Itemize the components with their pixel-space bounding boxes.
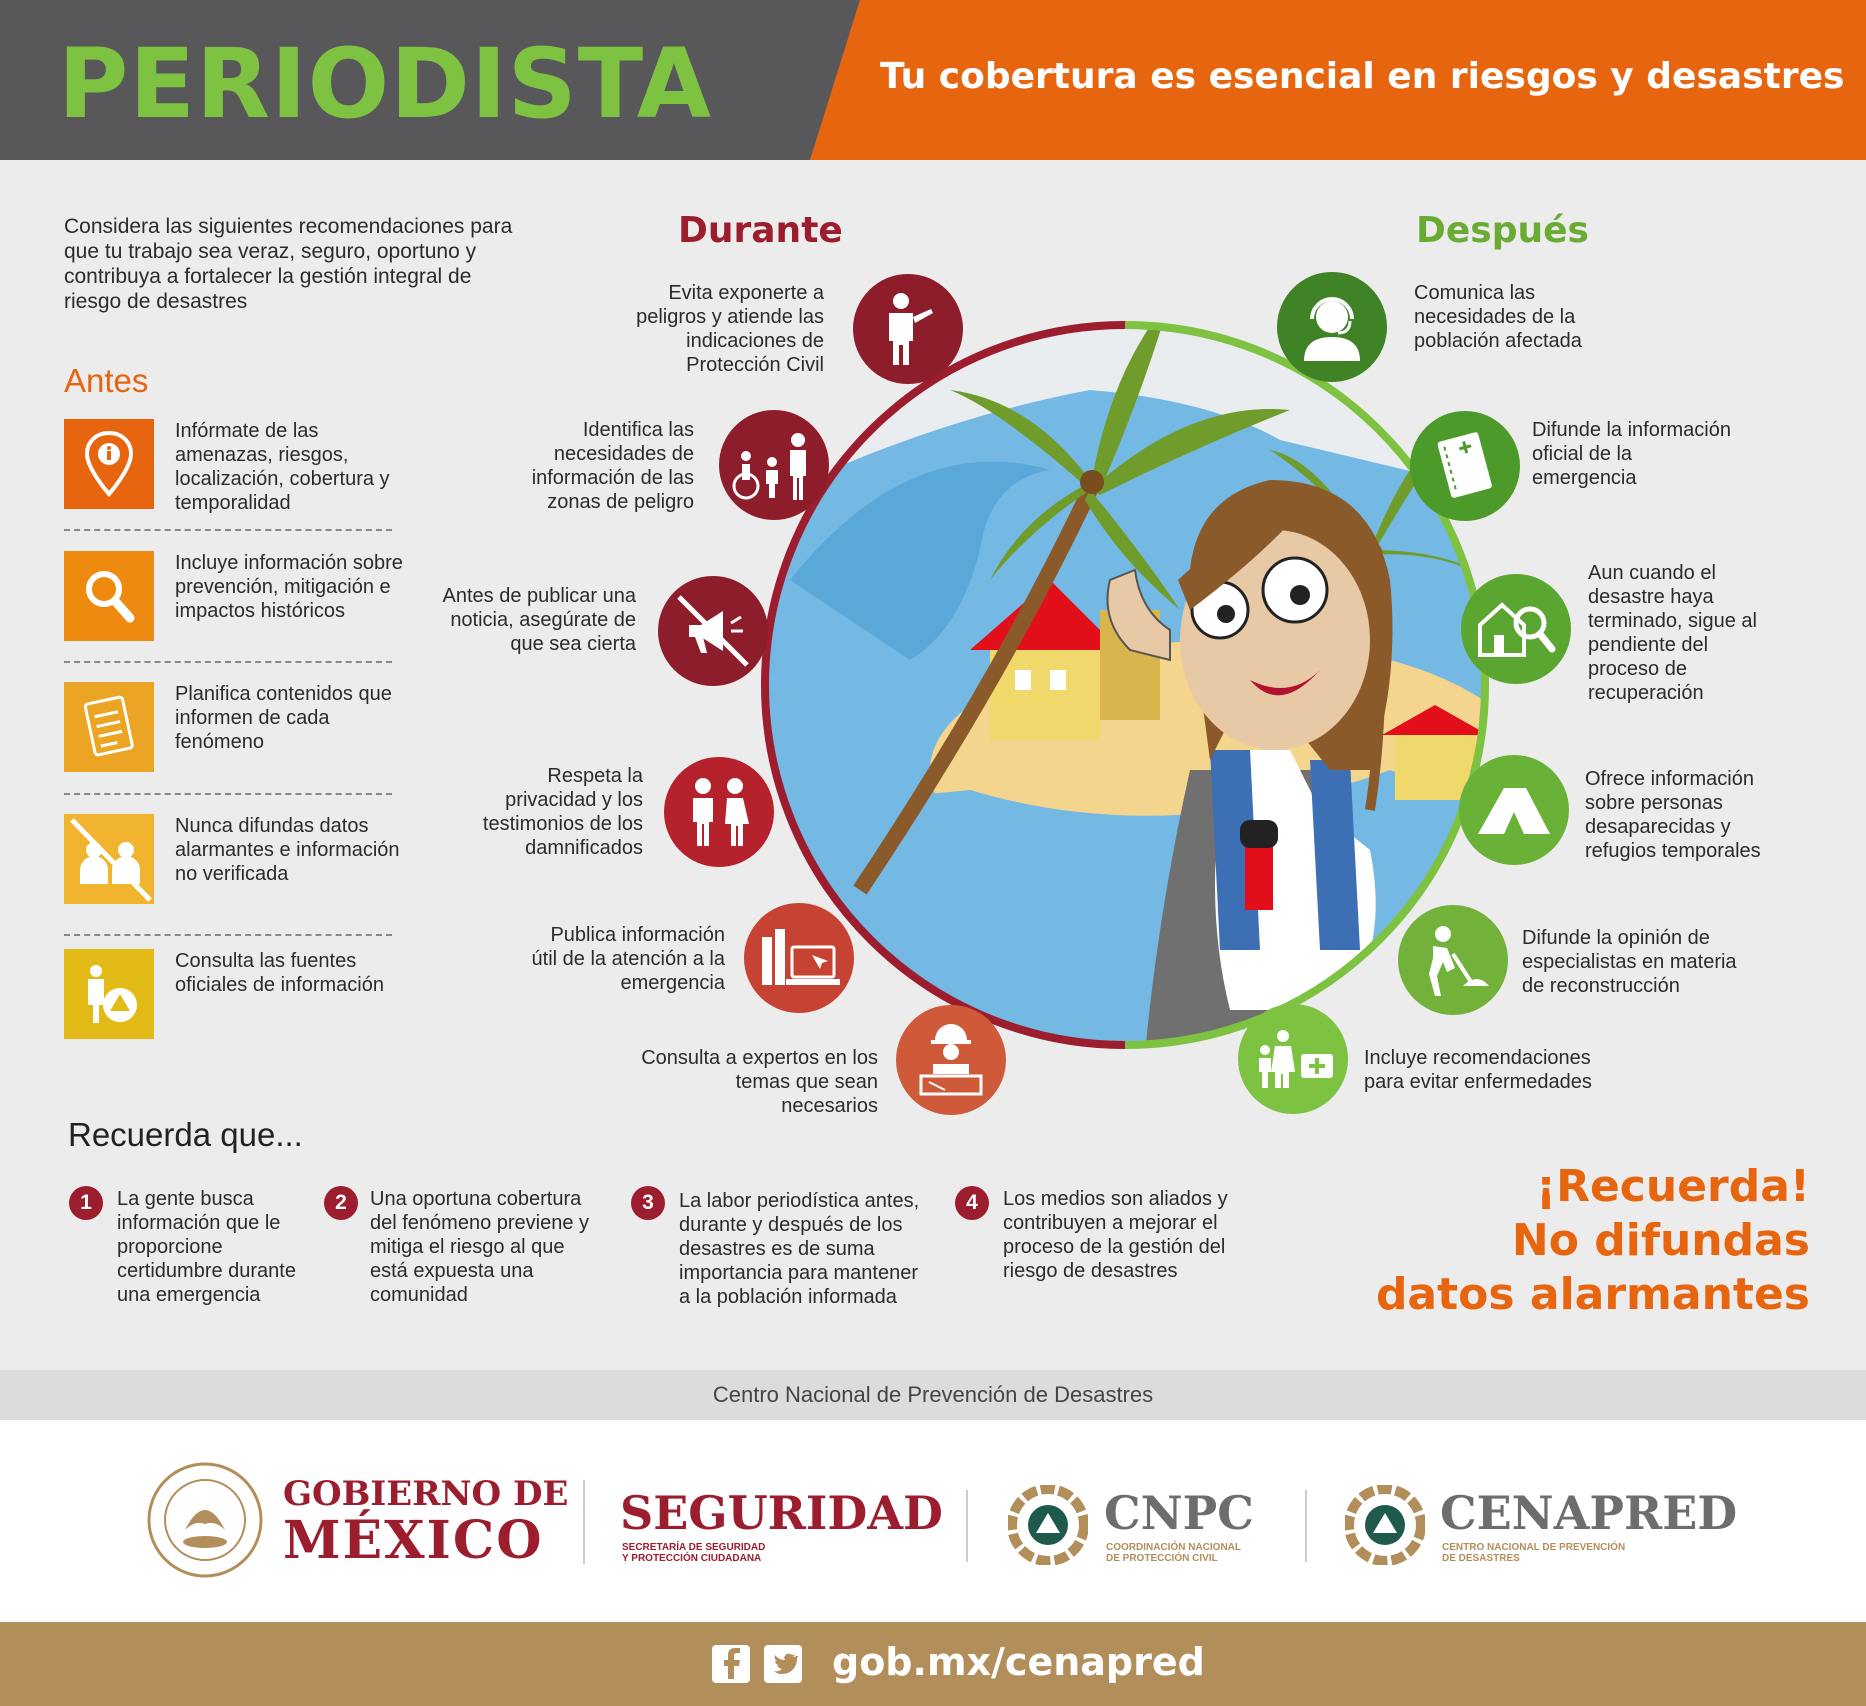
divider [64, 793, 392, 795]
no-megaphone-icon [658, 576, 768, 686]
engineer-icon [896, 1005, 1006, 1115]
despues-heading: Después [1416, 210, 1589, 251]
twitter-icon[interactable] [764, 1645, 802, 1683]
gob-mexico-line1: GOBIERNO DE [283, 1474, 569, 1514]
notebook-icon [1410, 411, 1520, 521]
durante-item-text: Respeta la privacidad y los testimonios de los damnificados [482, 765, 643, 859]
despues-item-text: Aun cuando el desastre haya terminado, sigue al pendiente del proceso de recuperación [1588, 562, 1757, 704]
recuerda-item-text: Los medios son aliados y contribuyen a mejorar el proceso de la gestión del riesgo de desastres [1003, 1188, 1228, 1282]
divider [64, 661, 392, 663]
divider [64, 529, 392, 531]
antes-item-text: Infórmate de las amenazas, riesgos, localización, cobertura y temporalidad [175, 420, 390, 514]
antes-heading: Antes [64, 362, 149, 399]
house-search-icon [1461, 574, 1571, 684]
mexico-seal-logo [145, 1460, 265, 1580]
despues-item-text: Ofrece información sobre personas desaparecidas y refugios temporales [1585, 768, 1761, 862]
antes-item-text: Planifica contenidos que informen de cada fenómeno [175, 683, 392, 753]
antes-item-text: Nunca difundas datos alarmantes e información no verificada [175, 815, 400, 885]
seguridad-sub: Y PROTECCIÓN CIUDADANA [622, 1553, 762, 1564]
alert-line: ¡Recuerda! [1536, 1161, 1810, 1212]
facebook-icon[interactable] [712, 1645, 750, 1683]
family-medkit-icon [1238, 1004, 1348, 1114]
page-subtitle: Tu cobertura es esencial en riesgos y desastres [880, 56, 1845, 97]
step-number: 4 [955, 1186, 989, 1220]
computer-books-icon [744, 903, 854, 1013]
cnpc-sub: DE PROTECCIÓN CIVIL [1106, 1553, 1218, 1564]
no-alarm-icon [64, 814, 154, 904]
alert-message [1300, 1160, 1810, 1322]
page-title: PERIODISTA [58, 28, 713, 140]
center-name: Centro Nacional de Prevención de Desastres [712, 1382, 1154, 1407]
step-number: 2 [324, 1186, 358, 1220]
durante-item-text: Identifica las necesidades de información de las zonas de peligro [531, 419, 694, 513]
civil-protection-officer-icon [853, 274, 963, 384]
cenapred-emblem [1345, 1485, 1425, 1565]
headset-operator-icon [1277, 272, 1387, 382]
antes-item-text: Consulta las fuentes oficiales de información [175, 950, 384, 996]
despues-item-text: Difunde la opinión de especialistas en materia de reconstrucción [1522, 927, 1737, 997]
civil-protection-icon [64, 949, 154, 1039]
despues-item-text: Incluye recomendaciones para evitar enfermedades [1364, 1047, 1592, 1093]
seguridad-logo: SEGURIDAD [620, 1486, 943, 1540]
alert-line: datos alarmantes [1375, 1269, 1810, 1320]
despues-item-text: Comunica las necesidades de la población afectada [1414, 282, 1582, 352]
cnpc-emblem [1008, 1485, 1088, 1565]
magnifier-icon [64, 551, 154, 641]
logo-divider [1305, 1490, 1307, 1562]
step-number: 3 [631, 1186, 665, 1220]
seguridad-sub: SECRETARÍA DE SEGURIDAD [622, 1542, 766, 1553]
step-number: 1 [69, 1186, 103, 1220]
cnpc-sub: COORDINACIÓN NACIONAL [1106, 1542, 1241, 1553]
despues-item-text: Difunde la información oficial de la emergencia [1532, 419, 1731, 489]
logo-divider [583, 1480, 585, 1564]
recuerda-item-text: La gente busca información que le proporcione certidumbre durante una emergencia [117, 1188, 296, 1306]
cnpc-logo: CNPC [1104, 1486, 1254, 1540]
worker-shovel-icon [1398, 905, 1508, 1015]
info-pin-icon [64, 419, 154, 509]
cenapred-sub: CENTRO NACIONAL DE PREVENCIÓN [1442, 1542, 1626, 1553]
intro-text: Considera las siguientes recomendaciones para que tu trabajo sea veraz, seguro, oportuno y contribuya a fortalecer la gestión integral de riesgo de desastres [64, 215, 513, 313]
checklist-icon [64, 682, 154, 772]
recuerda-heading: Recuerda que... [68, 1116, 303, 1153]
durante-item-text: Antes de publicar una noticia, asegúrate de que sea cierta [442, 585, 636, 655]
recuerda-item-text: La labor periodística antes, durante y después de los desastres es de suma importancia para mantener a la población informada [679, 1190, 920, 1308]
durante-item-text: Consulta a expertos en los temas que sean necesarios [641, 1047, 878, 1117]
durante-item-text: Publica información útil de la atención a la emergencia [531, 924, 725, 994]
gob-mexico-line2: MÉXICO [283, 1510, 544, 1571]
footer-url[interactable]: gob.mx/cenapred [832, 1640, 1205, 1684]
recuerda-item-text: Una oportuna cobertura del fenómeno previene y mitiga el riesgo al que está expuesta una comunidad [370, 1188, 590, 1306]
people-icon [664, 757, 774, 867]
cenapred-logo: CENAPRED [1440, 1486, 1738, 1540]
divider [64, 934, 392, 936]
cenapred-sub: DE DESASTRES [1442, 1553, 1520, 1564]
alert-line: No difundas [1511, 1215, 1810, 1266]
antes-item-text: Incluye información sobre prevención, mitigación e impactos históricos [175, 552, 403, 622]
durante-item-text: Evita exponerte a peligros y atiende las indicaciones de Protección Civil [636, 282, 824, 376]
vulnerable-people-icon [719, 410, 829, 520]
logo-divider [966, 1490, 968, 1562]
durante-heading: Durante [678, 210, 843, 251]
tent-icon [1459, 755, 1569, 865]
